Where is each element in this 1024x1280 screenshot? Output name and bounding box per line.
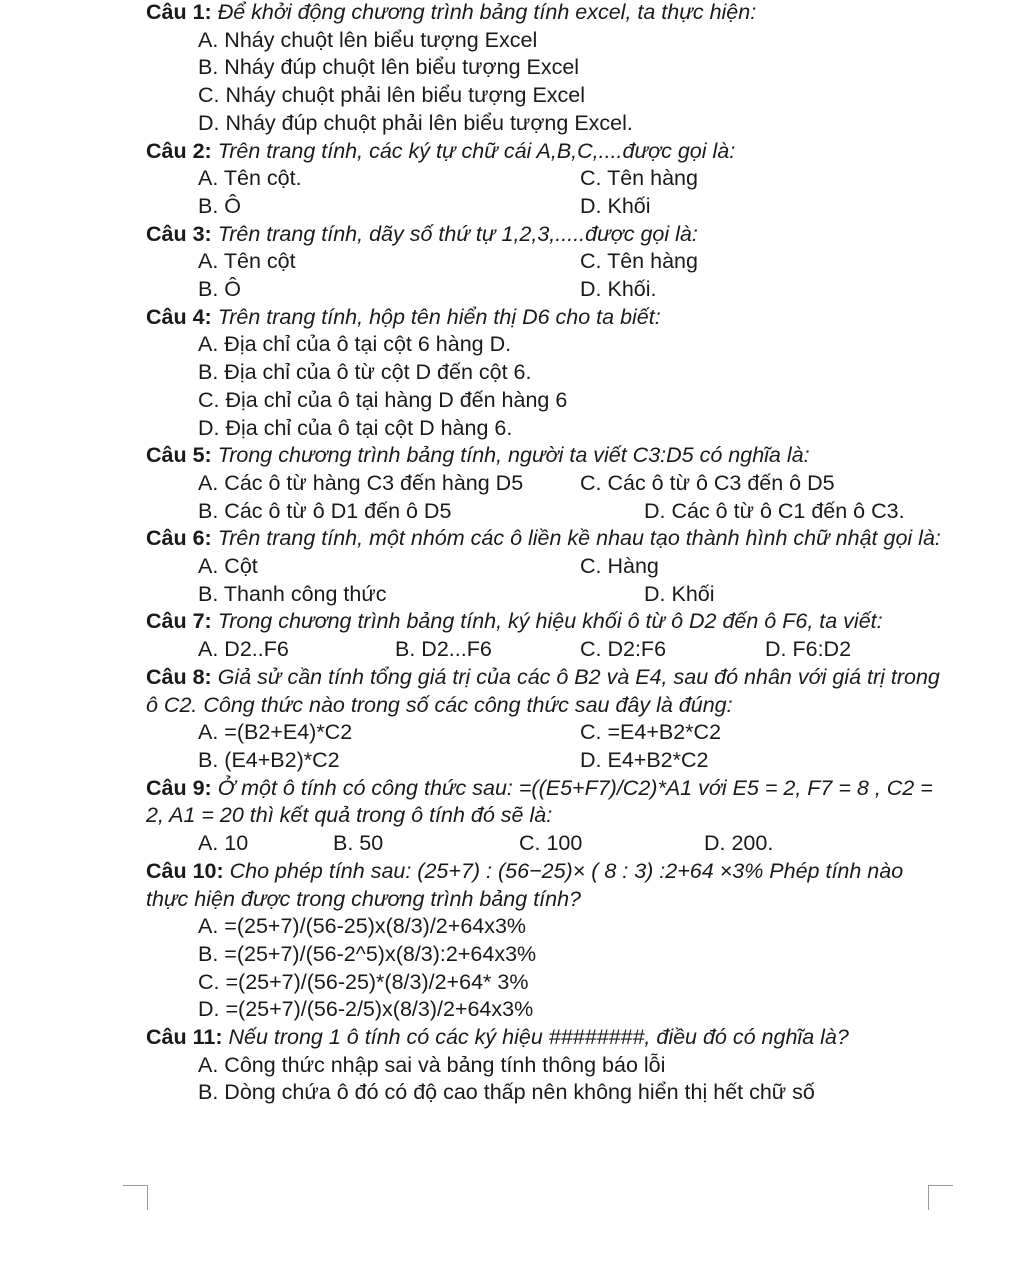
question-3-option-c: C. Tên hàng [580, 249, 698, 274]
question-5-option-c: C. Các ô từ ô C3 đến ô D5 [580, 470, 835, 495]
question-3-option-a: A. Tên cột [198, 249, 296, 274]
question-11 [146, 1024, 946, 1052]
question-7-text: Trong chương trình bảng tính, ký hiệu khối ô từ ô D2 đến ô F6, ta viết: [211, 609, 883, 634]
question-1-option-c: C. Nháy chuột phải lên biểu tượng Excel [198, 83, 586, 108]
question-2-option-c: C. Tên hàng [580, 166, 698, 191]
question-3-number: Câu 3: [146, 221, 212, 246]
question-4-option-d: D. Địa chỉ của ô tại cột D hàng 6. [198, 415, 513, 440]
question-7-option-d: D. F6:D2 [765, 637, 852, 662]
question-5 [146, 442, 946, 470]
question-10-option-c: C. =(25+7)/(56-25)*(8/3)/2+64* 3% [198, 969, 529, 994]
question-2 [146, 138, 946, 166]
question-5-option-d: D. Các ô từ ô C1 đến ô C3. [644, 498, 905, 523]
question-3-text: Trên trang tính, dãy số thứ tự 1,2,3,.....được gọi là: [211, 221, 698, 246]
question-1-text: Để khởi động chương trình bảng tính excel, ta thực hiện: [211, 0, 757, 24]
question-2-option-a: A. Tên cột. [198, 166, 302, 191]
question-4 [146, 304, 946, 332]
question-10-option-a: A. =(25+7)/(56-25)x(8/3)/2+64x3% [198, 914, 527, 939]
question-11-option-a: A. Công thức nhập sai và bảng tính thông báo lỗi [198, 1052, 666, 1077]
question-7-option-c: C. D2:F6 [580, 637, 667, 662]
question-10-option-d: D. =(25+7)/(56-2/5)x(8/3)/2+64x3% [198, 997, 534, 1022]
question-2-text: Trên trang tính, các ký tự chữ cái A,B,C,....được gọi là: [211, 138, 736, 163]
question-10-number: Câu 10: [146, 858, 224, 883]
question-2-option-d: D. Khối [580, 193, 651, 218]
question-4-option-b: B. Địa chỉ của ô từ cột D đến cột 6. [198, 360, 532, 385]
question-9-number: Câu 9: [146, 775, 212, 800]
question-11-number: Câu 11: [146, 1025, 223, 1050]
question-3 [146, 221, 946, 249]
question-3-options-row-2 [198, 276, 946, 304]
question-8-number: Câu 8: [146, 664, 212, 689]
question-7-options-row [198, 636, 946, 664]
question-11-option-b: B. Dòng chứa ô đó có độ cao thấp nên không hiển thị hết chữ số [198, 1080, 815, 1105]
question-2-number: Câu 2: [146, 138, 212, 163]
question-3-option-b: B. Ô [198, 277, 242, 302]
question-9-text: Ở một ô tính có công thức sau: =((E5+F7)/C2)*A1 với E5 = 2, F7 = 8 , C2 = 2, A1 = 20 thì kết quả trong ô tính đó sẽ là: [146, 775, 933, 828]
crop-mark-left [123, 1185, 148, 1210]
question-3-option-d: D. Khối. [580, 277, 657, 302]
question-10-option-b: B. =(25+7)/(56-2^5)x(8/3):2+64x3% [198, 941, 537, 966]
question-5-text: Trong chương trình bảng tính, người ta viết C3:D5 có nghĩa là: [211, 443, 810, 468]
question-1-option-b: B. Nháy đúp chuột lên biểu tượng Excel [198, 55, 580, 80]
question-6-option-d: D. Khối [644, 581, 715, 606]
question-4-option-a: A. Địa chỉ của ô tại cột 6 hàng D. [198, 332, 512, 357]
question-9 [146, 775, 946, 830]
question-8-option-c: C. =E4+B2*C2 [580, 720, 722, 745]
question-1-number: Câu 1: [146, 0, 212, 24]
question-6-text: Trên trang tính, một nhóm các ô liền kề nhau tạo thành hình chữ nhật gọi là: [211, 526, 941, 551]
question-1 [146, 0, 946, 27]
question-5-option-b: B. Các ô từ ô D1 đến ô D5 [198, 498, 452, 523]
question-4-number: Câu 4: [146, 304, 212, 329]
question-6-option-b: B. Thanh công thức [198, 581, 387, 606]
question-2-options-row-1 [198, 165, 946, 193]
question-5-options-row-1 [198, 470, 946, 498]
question-8-text: Giả sử cần tính tổng giá trị của các ô B2 và E4, sau đó nhân với giá trị trong ô C2. Công thức nào trong số các công thức sau đây là đúng: [146, 664, 940, 717]
question-8-option-a: A. =(B2+E4)*C2 [198, 720, 353, 745]
question-2-option-b: B. Ô [198, 193, 242, 218]
question-7-number: Câu 7: [146, 609, 212, 634]
question-8-options-row-1 [198, 719, 946, 747]
question-9-option-d: D. 200. [704, 831, 774, 856]
question-6-number: Câu 6: [146, 526, 212, 551]
question-5-option-a: A. Các ô từ hàng C3 đến hàng D5 [198, 470, 524, 495]
question-9-option-b: B. 50 [333, 831, 384, 856]
question-8 [146, 664, 946, 719]
question-4-text: Trên trang tính, hộp tên hiển thị D6 cho ta biết: [211, 304, 661, 329]
question-9-option-a: A. 10 [198, 831, 249, 856]
question-6 [146, 525, 946, 553]
question-3-options-row-1 [198, 248, 946, 276]
question-6-options-row-2 [198, 581, 946, 609]
question-10 [146, 858, 946, 913]
question-1-option-a: A. Nháy chuột lên biểu tượng Excel [198, 27, 538, 52]
question-9-options-row [198, 830, 946, 858]
question-7 [146, 608, 946, 636]
quiz-content [146, 0, 946, 1107]
question-8-options-row-2 [198, 747, 946, 775]
question-5-options-row-2 [198, 498, 946, 526]
question-2-options-row-2 [198, 193, 946, 221]
question-9-option-c: C. 100 [519, 831, 583, 856]
question-6-options-row-1 [198, 553, 946, 581]
crop-mark-right [928, 1185, 953, 1210]
question-10-text: Cho phép tính sau: (25+7) : (56−25)× ( 8 : 3) :2+64 ×3% Phép tính nào thực hiện được trong chương trình bảng tính? [146, 858, 904, 911]
question-11-text: Nếu trong 1 ô tính có các ký hiệu ########, điều đó có nghĩa là? [222, 1025, 849, 1050]
question-7-option-a: A. D2..F6 [198, 637, 289, 662]
question-4-option-c: C. Địa chỉ của ô tại hàng D đến hàng 6 [198, 387, 568, 412]
question-6-option-a: A. Cột [198, 554, 258, 579]
question-7-option-b: B. D2...F6 [395, 637, 492, 662]
question-5-number: Câu 5: [146, 443, 212, 468]
question-8-option-b: B. (E4+B2)*C2 [198, 747, 340, 772]
question-6-option-c: C. Hàng [580, 554, 659, 579]
question-8-option-d: D. E4+B2*C2 [580, 747, 709, 772]
question-1-option-d: D. Nháy đúp chuột phải lên biểu tượng Excel. [198, 110, 633, 135]
